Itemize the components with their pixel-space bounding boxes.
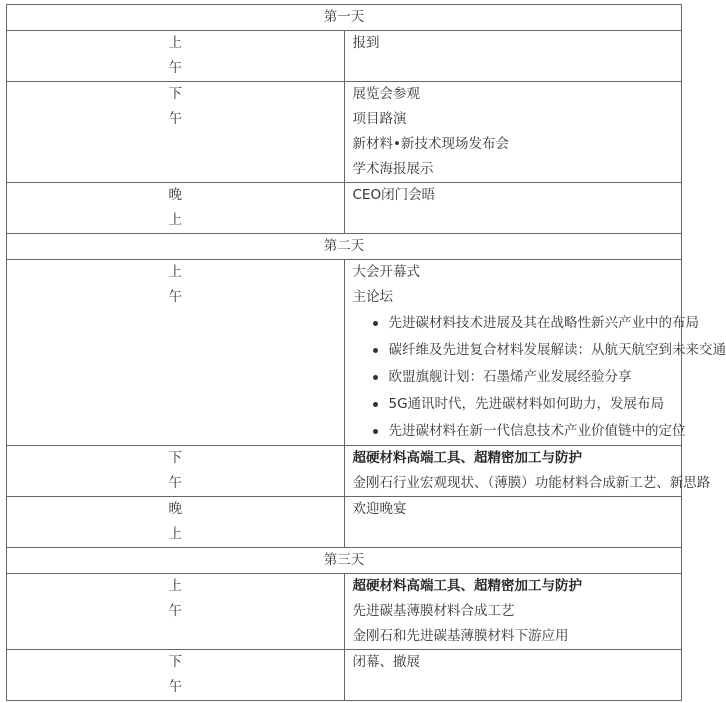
forum-topic-text: 5G通讯时代，先进碳材料如何助力，发展布局: [388, 396, 665, 412]
forum-topic-list: [353, 310, 726, 445]
period-char: 晚: [168, 501, 182, 517]
content-cell: [344, 650, 682, 701]
period-char: 下: [168, 450, 182, 466]
forum-topic-text: 先进碳材料在新一代信息技术产业价值链中的定位: [388, 423, 686, 439]
session-heading: 超硬材料高端工具、超精密加工与防护: [352, 578, 582, 594]
forum-topic: [353, 310, 699, 337]
agenda-item: 金刚石和先进碳基薄膜材料下游应用: [352, 628, 569, 644]
bullet-icon: [373, 348, 378, 353]
period-char: 午: [168, 60, 182, 76]
period-cell: [7, 82, 345, 183]
period-char: 午: [168, 111, 182, 127]
day-header-row: [7, 5, 682, 31]
period-char: 午: [168, 289, 182, 305]
content-cell: [344, 82, 682, 183]
period-cell: [7, 497, 345, 548]
forum-topic: [353, 337, 726, 364]
session-row: [7, 650, 682, 701]
agenda-item: 主论坛: [352, 289, 393, 305]
period-char: 上: [168, 264, 182, 280]
period-cell: [7, 183, 345, 234]
forum-topic-text: 欧盟旗舰计划：石墨烯产业发展经验分享: [388, 369, 632, 385]
session-heading: 超硬材料高端工具、超精密加工与防护: [352, 450, 582, 466]
agenda-item: 大会开幕式: [352, 264, 420, 280]
forum-topic-text: 碳纤维及先进复合材料发展解读：从航天航空到未来交通: [388, 342, 726, 358]
agenda-item: CEO闭门会晤: [352, 187, 436, 203]
session-row: [7, 82, 682, 183]
agenda-item: 先进碳基薄膜材料合成工艺: [352, 603, 515, 619]
session-row: [7, 574, 682, 650]
agenda-item: 欢迎晚宴: [352, 501, 407, 517]
session-row: [7, 260, 682, 446]
period-cell: [7, 574, 345, 650]
forum-topic-text: 先进碳材料技术进展及其在战略性新兴产业中的布局: [388, 315, 699, 331]
period-char: 上: [168, 578, 182, 594]
period-cell: [7, 260, 345, 446]
bullet-icon: [373, 375, 378, 380]
forum-topic: [353, 418, 686, 445]
period-cell: [7, 446, 345, 497]
period-char: 午: [168, 475, 182, 491]
day-title: 第一天: [7, 5, 682, 31]
bullet-icon: [373, 429, 378, 434]
forum-topic: [353, 391, 682, 418]
content-cell: [344, 31, 682, 82]
day-title: 第二天: [7, 234, 682, 260]
period-char: 下: [168, 654, 182, 670]
period-char: 午: [168, 603, 182, 619]
agenda-item: 报到: [352, 35, 380, 51]
period-cell: [7, 31, 345, 82]
day-header-row: [7, 548, 682, 574]
agenda-item: 新材料•新技术现场发布会: [352, 136, 509, 152]
period-char: 下: [168, 86, 182, 102]
period-char: 上: [168, 212, 182, 228]
period-char: 上: [168, 526, 182, 542]
content-cell: [344, 260, 726, 446]
session-row: [7, 497, 682, 548]
agenda-item: 学术海报展示: [352, 161, 434, 177]
agenda-item: 展览会参观: [352, 86, 420, 102]
agenda-item: 闭幕、撤展: [352, 654, 420, 670]
session-row: [7, 446, 682, 497]
session-row: [7, 31, 682, 82]
schedule-table: [6, 4, 726, 701]
agenda-item: 项目路演: [352, 111, 407, 127]
agenda-item: 金刚石行业宏观现状、（薄膜）功能材料合成新工艺、新思路: [352, 475, 711, 491]
session-row: [7, 183, 682, 234]
content-cell: [344, 574, 682, 650]
bullet-icon: [373, 321, 378, 326]
period-char: 午: [168, 679, 182, 695]
content-cell: [344, 446, 711, 497]
period-char: 上: [168, 35, 182, 51]
period-cell: [7, 650, 345, 701]
day-title: 第三天: [7, 548, 682, 574]
period-char: 晚: [168, 187, 182, 203]
forum-topic: [353, 364, 682, 391]
content-cell: [344, 183, 682, 234]
day-header-row: [7, 234, 682, 260]
bullet-icon: [373, 402, 378, 407]
content-cell: [344, 497, 682, 548]
